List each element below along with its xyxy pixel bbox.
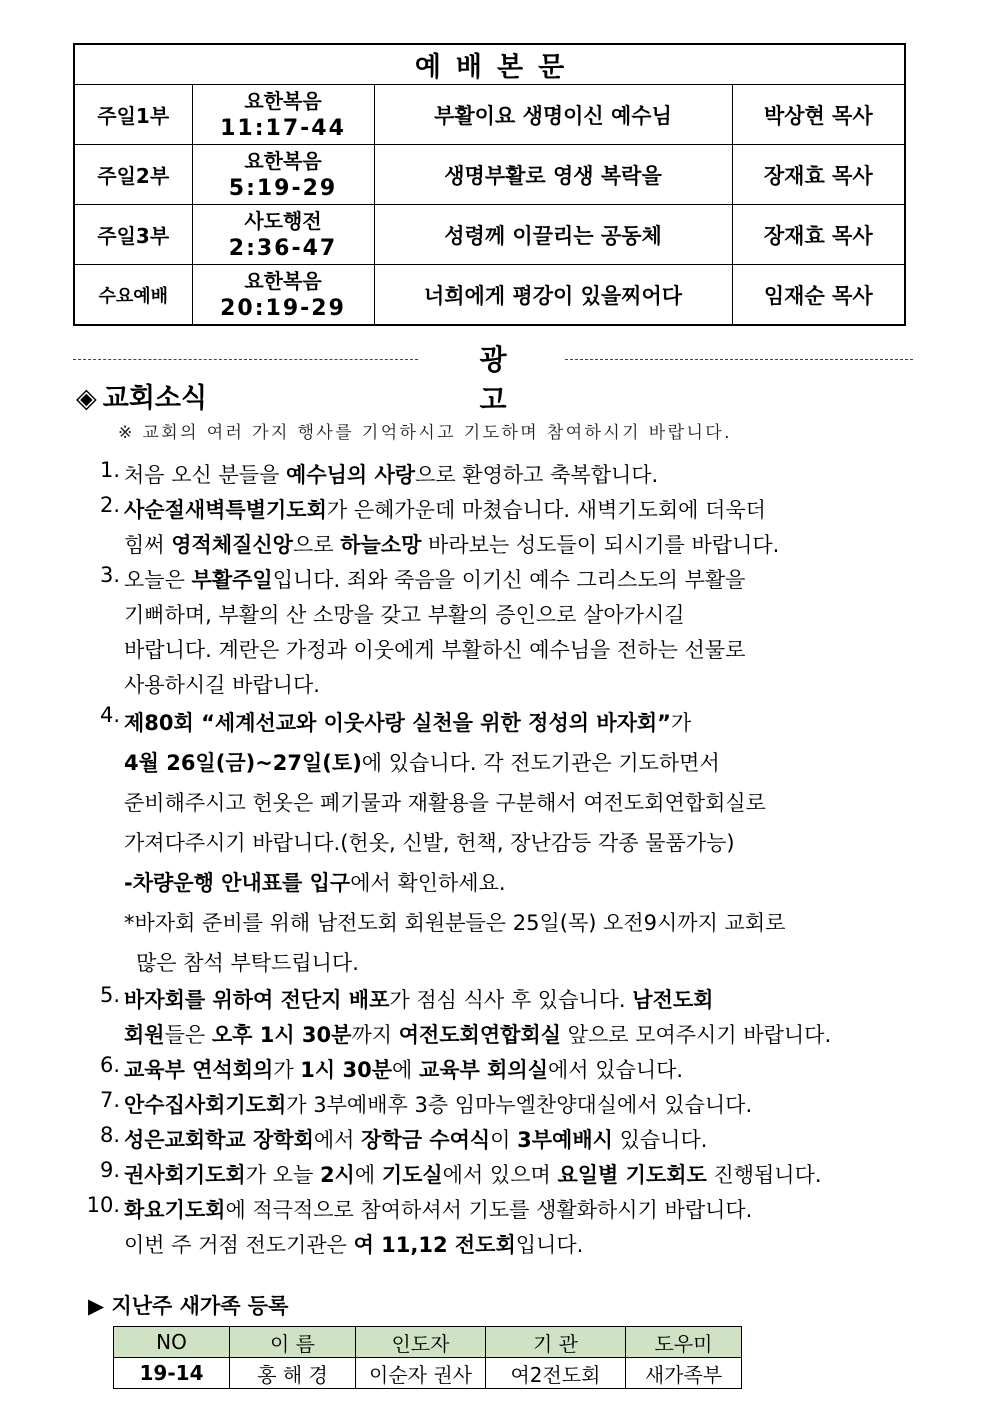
scripture-book: 요한복음 [244, 268, 322, 293]
scripture-verse: 2:36-47 [228, 235, 338, 261]
text: 에서 확인하세요. [350, 871, 506, 895]
emphasis: 하늘소망 [340, 533, 422, 557]
news-item-3 [74, 563, 934, 703]
text-line: 많은 참석 부탁드립니다. [136, 951, 359, 975]
emphasis: 바자회를 위하여 전단지 배포 [124, 988, 390, 1012]
emphasis: 안수집사회기도회 [124, 1093, 287, 1117]
pastor-name: 장재효 목사 [732, 205, 905, 265]
sermon-title: 부활이요 생명이신 예수님 [374, 85, 732, 145]
diamond-icon: ◈ [76, 383, 97, 414]
text: 으로 환영하고 축복합니다. [415, 463, 659, 487]
table-row [114, 1358, 742, 1389]
text: 에 있습니다. 각 전도기관은 기도하면서 [361, 751, 720, 775]
text: 앞으로 모여주시기 바랍니다. [560, 1023, 832, 1047]
text: 까지 [351, 1023, 399, 1047]
emphasis: 4월 26일(금)~27일(토) [124, 751, 362, 775]
sermon-title: 성령께 이끌리는 공동체 [374, 205, 732, 265]
church-news-heading [76, 376, 207, 415]
text: 있습니다. [612, 1128, 708, 1152]
cell-guide: 이순자 권사 [356, 1358, 486, 1389]
scripture-ref [192, 145, 374, 205]
scripture-ref [192, 205, 374, 265]
news-item-10 [74, 1193, 934, 1263]
item-number: 1. [99, 458, 120, 482]
text: 에 [392, 1058, 419, 1082]
header-guide: 인도자 [356, 1327, 486, 1358]
emphasis: -차량운행 안내표를 입구 [124, 871, 351, 895]
scripture-book: 요한복음 [244, 88, 322, 113]
text-line: 사용하시길 바랍니다. [124, 673, 320, 697]
pastor-name: 박상현 목사 [732, 85, 905, 145]
item-number: 4. [99, 703, 120, 727]
service-name: 주일2부 [74, 145, 192, 205]
text: 가 오늘 [245, 1163, 320, 1187]
news-item-4 [74, 703, 934, 983]
service-name: 주일1부 [74, 85, 192, 145]
emphasis: 오후 1시 30분 [211, 1023, 352, 1047]
text: 바라보는 성도들이 되시기를 바랍니다. [421, 533, 780, 557]
cell-helper: 새가족부 [626, 1358, 742, 1389]
worship-row [74, 85, 905, 145]
church-news-note: ※ 교회의 여러 가지 행사를 기억하시고 기도하며 참여하시기 바랍니다. [118, 423, 732, 443]
item-number: 5. [99, 983, 120, 1007]
news-item-9 [74, 1158, 934, 1193]
dashed-rule-right [565, 359, 913, 360]
text-line: *바자회 준비를 위해 남전도회 회원분들은 25일(목) 오전9시까지 교회로 [124, 911, 786, 935]
table-header-row [114, 1327, 742, 1358]
sermon-title: 생명부활로 영생 복락을 [374, 145, 732, 205]
item-number: 10. [86, 1193, 120, 1217]
header-name: 이 름 [230, 1327, 356, 1358]
header-org: 기 관 [486, 1327, 626, 1358]
worship-table [73, 43, 906, 326]
text: 에서 있습니다. [548, 1058, 684, 1082]
emphasis: 여 11,12 전도회 [353, 1233, 516, 1257]
news-item-7 [74, 1088, 934, 1123]
emphasis: 성은교회학교 장학회 [124, 1128, 314, 1152]
item-number: 3. [99, 563, 120, 587]
text: 가 은혜가운데 마쳤습니다. 새벽기도회에 더욱더 [326, 498, 766, 522]
emphasis: 여전도회연합회실 [398, 1023, 561, 1047]
emphasis: 화요기도회 [124, 1198, 226, 1222]
emphasis: 예수님의 사랑 [286, 463, 416, 487]
newcomers-table [113, 1326, 742, 1389]
emphasis: 교육부 회의실 [418, 1058, 548, 1082]
emphasis: 권사회기도회 [124, 1163, 246, 1187]
service-name: 수요예배 [74, 265, 192, 326]
scripture-verse: 20:19-29 [220, 295, 346, 321]
news-item-2 [74, 493, 934, 563]
item-number: 9. [99, 1158, 120, 1182]
text: 가 점심 식사 후 있습니다. [389, 988, 633, 1012]
header-helper: 도우미 [626, 1327, 742, 1358]
emphasis: 영적체질신앙 [171, 533, 293, 557]
pastor-name: 장재효 목사 [732, 145, 905, 205]
sermon-title: 너희에게 평강이 있을찌어다 [374, 265, 732, 326]
text-line: 기뻐하며, 부활의 산 소망을 갖고 부활의 증인으로 살아가시길 [124, 603, 685, 627]
text: 입니다. [515, 1233, 584, 1257]
service-name: 주일3부 [74, 205, 192, 265]
text: 가 [273, 1058, 301, 1082]
text: 이번 주 거점 전도기관은 [124, 1233, 354, 1257]
text: 가 3부예배후 3층 임마누엘찬양대실에서 있습니다. [286, 1093, 753, 1117]
scripture-book: 요한복음 [244, 148, 322, 173]
emphasis: 장학금 수여식 [361, 1128, 491, 1152]
emphasis: 사순절새벽특별기도회 [124, 498, 327, 522]
worship-row [74, 145, 905, 205]
item-number: 8. [99, 1123, 120, 1147]
text: 에서 있으며 [442, 1163, 558, 1187]
emphasis: 회원 [124, 1023, 165, 1047]
text: 이 [490, 1128, 518, 1152]
text: 진행됩니다. [706, 1163, 822, 1187]
item-number: 7. [99, 1088, 120, 1112]
text: 에서 [313, 1128, 362, 1152]
emphasis: 1시 30분 [300, 1058, 392, 1082]
text: 가 [670, 711, 692, 735]
text: 으로 [292, 533, 341, 557]
text-line: 바랍니다. 계란은 가정과 이웃에게 부활하신 예수님을 전하는 선물로 [124, 638, 746, 662]
text: 에 적극적으로 참여하셔서 기도를 생활화하시기 바랍니다. [225, 1198, 753, 1222]
text-line: 준비해주시고 헌옷은 폐기물과 재활용을 구분해서 여전도회연합회실로 [124, 791, 766, 815]
news-item-1 [74, 458, 934, 493]
item-number: 2. [99, 493, 120, 517]
header-no: NO [114, 1327, 230, 1358]
emphasis: 2시 [319, 1163, 355, 1187]
church-news-title: 교회소식 [102, 383, 208, 414]
text: 힘써 [124, 533, 172, 557]
item-number: 6. [99, 1053, 120, 1077]
emphasis: 제80회 “세계선교와 이웃사랑 실천을 위한 정성의 바자회” [124, 711, 671, 735]
emphasis: 부활주일 [191, 568, 273, 592]
text: 오늘은 [124, 568, 192, 592]
scripture-verse: 5:19-29 [228, 175, 338, 201]
emphasis: 교육부 연석회의 [124, 1058, 274, 1082]
pastor-name: 임재순 목사 [732, 265, 905, 326]
scripture-ref [192, 265, 374, 326]
ad-title: 광고 [479, 343, 547, 416]
news-list [74, 458, 934, 1263]
emphasis: 남전도회 [632, 988, 714, 1012]
news-item-8 [74, 1123, 934, 1158]
text: 들은 [164, 1023, 212, 1047]
emphasis: 요일별 기도회도 [557, 1163, 707, 1187]
text: 처음 오신 분들을 [124, 463, 287, 487]
text: 입니다. 죄와 죽음을 이기신 예수 그리스도의 부활을 [272, 568, 746, 592]
dashed-rule-left [73, 359, 418, 360]
news-item-5 [74, 983, 934, 1053]
emphasis: 3부예배시 [517, 1128, 613, 1152]
cell-name: 홍 해 경 [230, 1358, 356, 1389]
scripture-ref [192, 85, 374, 145]
worship-row [74, 205, 905, 265]
worship-row [74, 265, 905, 326]
emphasis: 기도실 [381, 1163, 443, 1187]
text: 에 [354, 1163, 382, 1187]
worship-table-title: 예배본문 [74, 44, 905, 85]
text-line: 가져다주시기 바랍니다.(헌옷, 신발, 헌책, 장난감등 각종 물품가능) [124, 831, 735, 855]
scripture-book: 사도행전 [244, 208, 322, 233]
newcomers-heading: ▶ 지난주 새가족 등록 [88, 1294, 289, 1318]
scripture-verse: 11:17-44 [220, 115, 346, 141]
news-item-6 [74, 1053, 934, 1088]
cell-org: 여2전도회 [486, 1358, 626, 1389]
cell-no: 19-14 [114, 1358, 230, 1389]
